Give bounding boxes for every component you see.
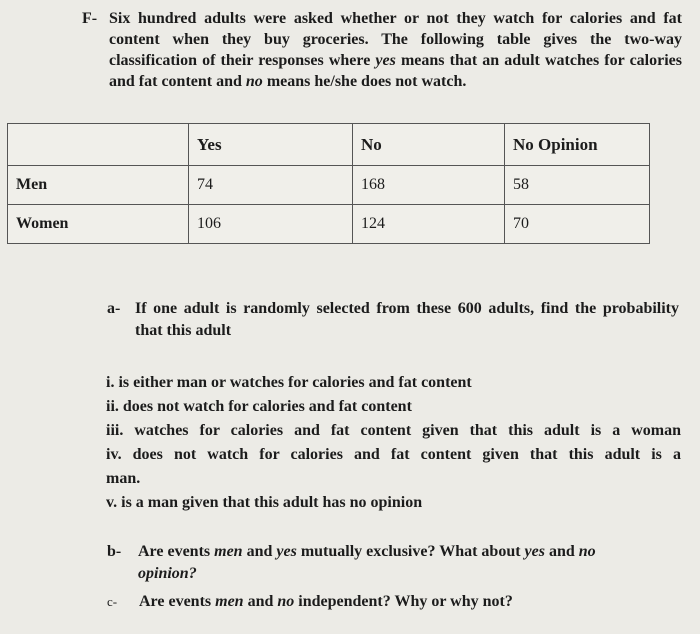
subpart-iv-cont: man. [106, 470, 141, 487]
problem-text-no: no [245, 73, 263, 90]
subpart-v: v. is a man given that this adult has no opinion [106, 494, 423, 511]
question-b-yes: yes [276, 543, 297, 560]
header-cell-no-opinion: No Opinion [505, 124, 650, 166]
question-c-part: independent? Why or why not? [294, 593, 513, 610]
subpart-iv: iv. does not watch for calories and fat content given that this adult is a [106, 446, 681, 463]
question-c-part: and [243, 593, 278, 610]
cell-women-no: 124 [353, 205, 505, 244]
question-a-text: If one adult is randomly selected from these 600 adults, find the probability that this adult [135, 300, 679, 339]
question-b-part: Are events [138, 543, 215, 560]
header-cell-empty [8, 124, 189, 166]
question-b-part: and [544, 543, 579, 560]
question-c [107, 591, 681, 613]
question-c-men: men [215, 593, 244, 610]
row-label-women: Women [8, 205, 189, 244]
header-cell-yes: Yes [189, 124, 353, 166]
question-c-no: no [277, 593, 295, 610]
question-b-label: b- [107, 543, 122, 560]
question-c-part: Are events [139, 593, 216, 610]
subpart-ii: ii. does not watch for calories and fat content [106, 398, 412, 415]
header-cell-no: No [353, 124, 505, 166]
table-header-row [8, 124, 650, 166]
question-b-part: and [242, 543, 277, 560]
row-label-men: Men [8, 166, 189, 205]
question-b-no: no [578, 543, 596, 560]
question-b-yes2: yes [524, 543, 545, 560]
subpart-i: i. is either man or watches for calories and fat content [106, 374, 472, 391]
question-c-label: c- [107, 594, 118, 609]
problem-statement [82, 8, 682, 92]
problem-text-yes: yes [375, 52, 396, 69]
problem-text-part: means that an adult watches for calories and fat content and [109, 52, 682, 90]
subpart-iii: iii. watches for calories and fat content given that this adult is a woman [106, 422, 681, 439]
problem-text [109, 8, 682, 92]
question-a-subparts [106, 371, 681, 515]
table-row [8, 166, 650, 205]
question-b-opinion: opinion? [138, 565, 197, 582]
question-c-text [139, 591, 681, 613]
cell-men-no: 168 [353, 166, 505, 205]
cell-women-yes: 106 [189, 205, 353, 244]
table-row [8, 205, 650, 244]
question-b-part: mutually exclusive? What about [296, 543, 525, 560]
cell-women-no-opinion: 70 [505, 205, 650, 244]
question-a [107, 298, 679, 342]
two-way-table [7, 123, 650, 244]
problem-label: F- [82, 10, 98, 27]
question-b-men: men [214, 543, 243, 560]
cell-men-no-opinion: 58 [505, 166, 650, 205]
problem-text-part: means he/she does not watch. [262, 73, 467, 90]
question-b [107, 541, 681, 585]
question-a-label: a- [107, 300, 121, 317]
problem-text-part: Six hundred adults were asked whether or not they watch for calories and fat content when they buy groceries. The following table gives the two-way classification of their responses where [109, 10, 682, 69]
cell-men-yes: 74 [189, 166, 353, 205]
question-b-text [138, 541, 681, 585]
